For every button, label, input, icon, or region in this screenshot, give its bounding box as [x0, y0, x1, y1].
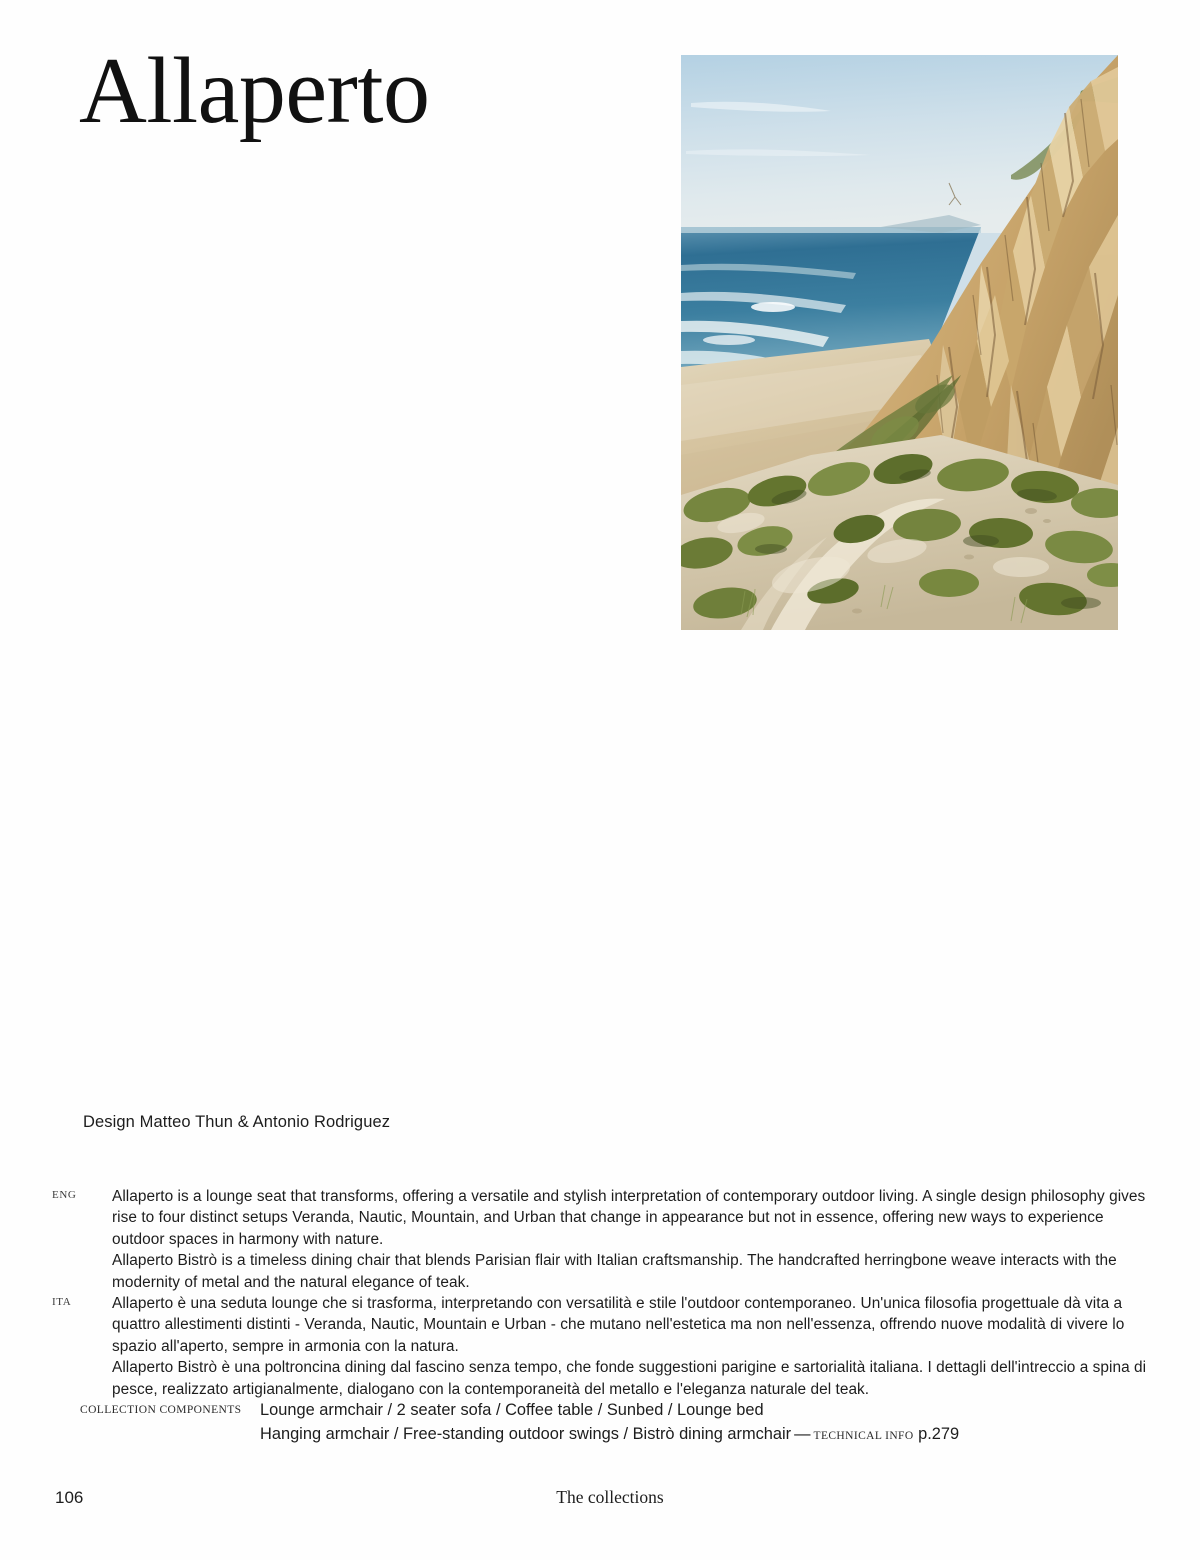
- page-title: Allaperto: [79, 39, 430, 143]
- description-ita-body: [112, 1293, 1147, 1400]
- description-eng-body: [112, 1186, 1147, 1293]
- description-ita: [52, 1293, 1147, 1400]
- coastal-cliff-photograph: [681, 55, 1118, 630]
- description-block: [52, 1186, 1147, 1400]
- photo-artwork: [681, 55, 1118, 630]
- language-tag-ita: ITA: [52, 1296, 72, 1309]
- collection-components-label: COLLECTION COMPONENTS: [80, 1404, 242, 1416]
- eng-paragraph-1: Allaperto is a lounge seat that transforms, offering a versatile and stylish interpretation of contemporary outdoor living. A single design philosophy gives rise to four distinct setups Veranda, Nautic, Mountain, and Urban that change in appearance but not in essence, offering new ways to experience outdoor spaces in harmony with nature.: [112, 1188, 1146, 1248]
- collection-components-list: [260, 1398, 1140, 1448]
- separator-dash: —: [794, 1425, 811, 1443]
- components-line-2-text: Hanging armchair / Free-standing outdoor swings / Bistrò dining armchair: [260, 1425, 792, 1443]
- components-line-1: Lounge armchair / 2 seater sofa / Coffee table / Sunbed / Lounge bed: [260, 1401, 764, 1419]
- technical-info-page-ref[interactable]: p.279: [918, 1425, 960, 1443]
- footer-page-number: 106: [55, 1488, 84, 1507]
- collection-components: [80, 1398, 1140, 1448]
- language-tag-eng: ENG: [52, 1189, 77, 1201]
- footer-section-title: The collections: [556, 1487, 664, 1507]
- components-line-2: [260, 1422, 1140, 1448]
- ita-paragraph-1: Allaperto è una seduta lounge che si trasforma, interpretando con versatilità e stile l'outdoor contemporaneo. Un'unica filosofia progettuale dà vita a quattro allestimenti distinti - Veranda, Nautic, Mountain e Urban - che mutano nell'estetica ma non nell'essenza, offrendo nuove modalità di vivere lo spazio all'aperto, sempre in armonia con la natura.: [112, 1295, 1125, 1355]
- ita-paragraph-2: Allaperto Bistrò è una poltroncina dining dal fascino senza tempo, che fonde suggestioni parigine e sartorialità italiana. I dettagli dell'intreccio a spina di pesce, realizzato artigianalmente, dialogano con la contemporaneità del metallo e l'eleganza naturale del teak.: [112, 1359, 1147, 1398]
- description-eng: [52, 1186, 1147, 1293]
- eng-paragraph-2: Allaperto Bistrò is a timeless dining chair that blends Parisian flair with Italian craftsmanship. The handcrafted herringbone weave interacts with the modernity of metal and the natural elegance of teak.: [112, 1252, 1117, 1291]
- designer-credit: Design Matteo Thun & Antonio Rodriguez: [83, 1113, 391, 1131]
- technical-info-label: TECHNICAL INFO: [813, 1430, 914, 1442]
